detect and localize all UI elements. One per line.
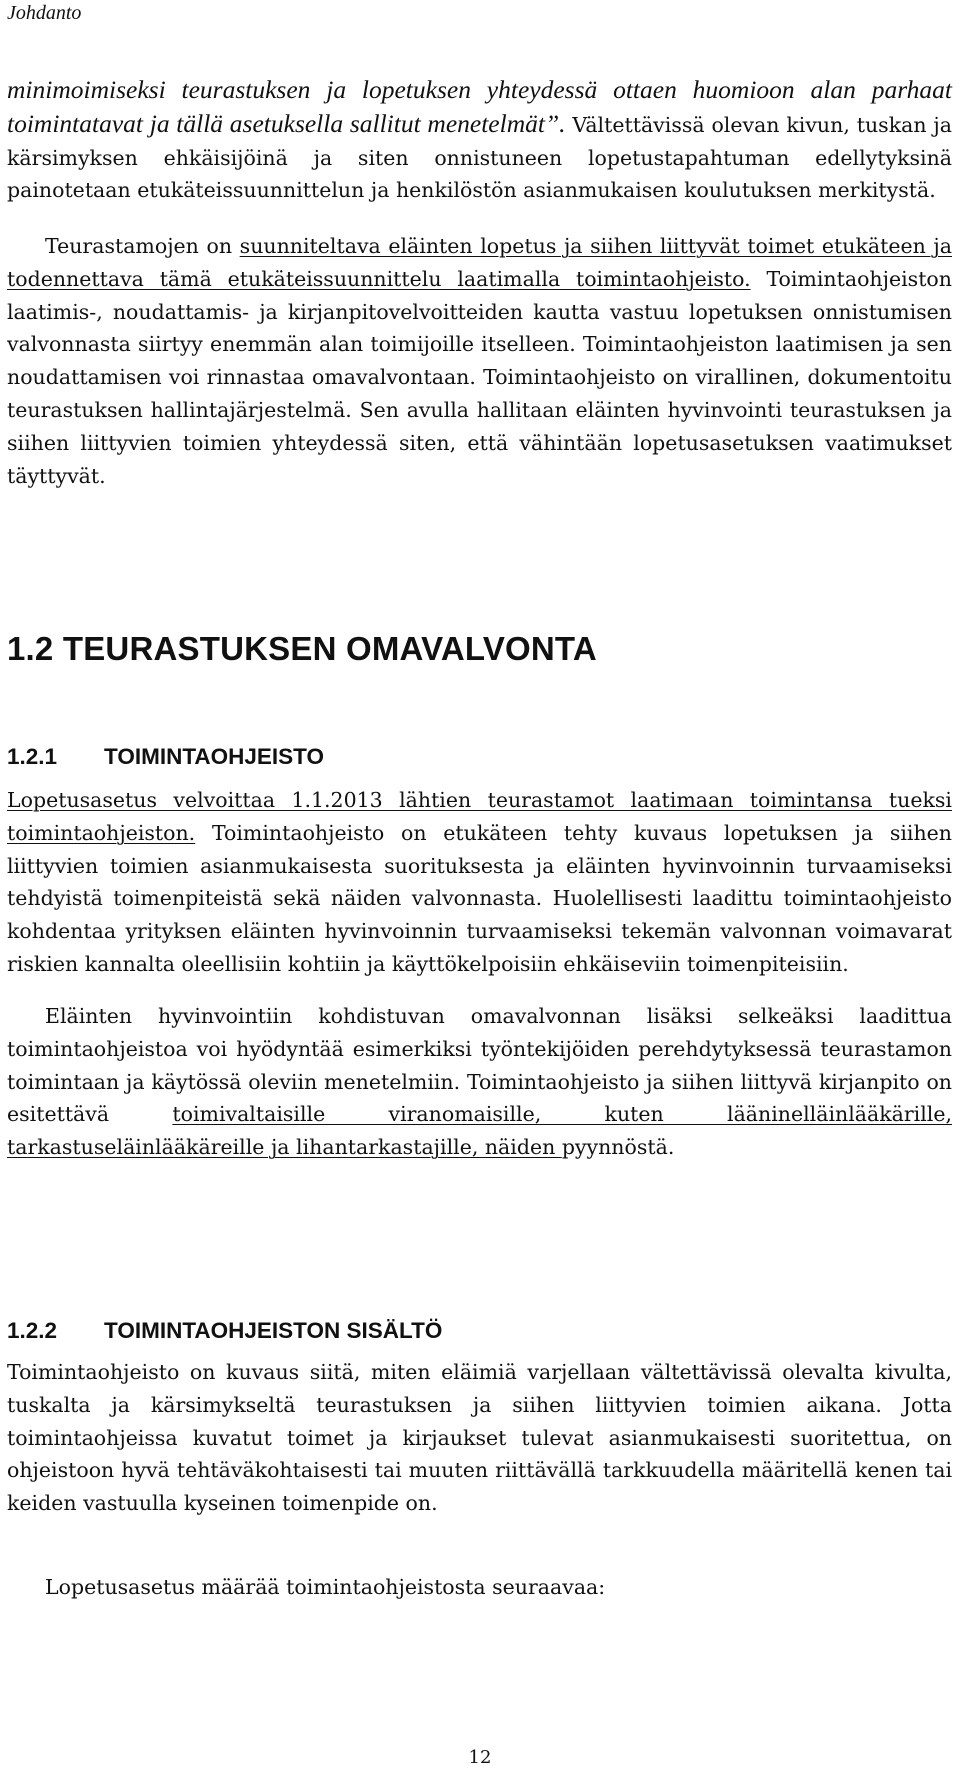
- second-paragraph-rest: Toimintaohjeiston laatimis-, noudattamis- ja kirjanpitovelvoitteiden kautta vastuu lopetuksen onnistumisen valvonnasta siirtyy enemmän alan toimijoille itselleen. Toimintaohjeiston laatimisen ja sen noudattamisen voi rinnastaa omavalvontaan. Toimintaohjeisto on virallinen, dokumentoitu teurastuksen hallintajärjestelmä. Sen avulla hallitaan eläinten hyvinvointi teurastuksen ja siihen liittyvien toimien yhteydessä siten, että vähintään lopetusasetuksen vaatimukset täyttyvät.: [7, 266, 952, 488]
- subsection-1-p2-underlined: toimivaltaisille viranomaisille, kuten lääninelläinlääkärille, tarkastuseläinlääkäreille ja lihantarkastajille, näiden: [7, 1102, 952, 1160]
- subsection-1-text: Toimintaohjeisto on etukäteen tehty kuvaus lopetuksen ja siihen liittyvien toimien asianmukaisesta suorituksesta ja eläinten hyvinvoinnin turvaamiseksi tehdyistä toimenpiteistä sekä näiden valvonnasta. Huolellisesti laadittu toimintaohjeisto kohdentaa yrityksen eläinten hyvinvoinnin turvaamiseksi tekemän valvonnan voimavarat riskien kannalta oleellisiin kohtiin ja käyttökelpoisiin ehkäiseviin toimenpiteisiin.: [7, 820, 952, 976]
- intro-text: Vältettävissä olevan kivun, tuskan ja kärsimyksen ehkäisijöinä ja siten onnistuneen lopetustapahtuman edellytyksinä painotetaan etukäteissuunnittelun ja henkilöstön asianmukaisen koulutuksen merkitystä.: [7, 112, 952, 203]
- section-heading: [7, 630, 597, 668]
- subsection-2-title: TOIMINTAOHJEISTON SISÄLTÖ: [104, 1318, 443, 1343]
- subsection-1-p2-end: pyynnöstä.: [561, 1135, 675, 1160]
- subsection-1-paragraph-2: [7, 1000, 952, 1164]
- second-paragraph: [7, 230, 952, 492]
- intro-paragraph: [7, 74, 952, 207]
- running-head: Johdanto: [7, 2, 82, 24]
- subsection-1-p2-text: Eläinten hyvinvointiin kohdistuvan omavalvonnan lisäksi selkeäksi laadittua toimintaohjeistoa voi hyödyntää esimerkiksi työntekijöiden perehdytyksessä teurastamon toimintaan ja käytössä oleviin menetelmiin. Toimintaohjeisto ja siihen liittyvä kirjanpito on esitettävä: [7, 1004, 952, 1127]
- subsection-1-underlined: Lopetusasetus velvoittaa 1.1.2013 lähtien teurastamot laatimaan toimintansa tueksi toimintaohjeiston.: [7, 788, 952, 845]
- subsection-1-heading: [7, 744, 324, 770]
- second-paragraph-underlined: suunniteltava eläinten lopetus ja siihen liittyvät toimet etukäteen ja todennettava tämä etukäteissuunnittelu laatimalla toimintaohjeisto.: [7, 234, 952, 291]
- subsection-2-heading: [7, 1318, 442, 1344]
- subsection-1-paragraph-1: [7, 784, 952, 981]
- section-number: 1.2: [7, 630, 54, 667]
- subsection-2-number: 1.2.2: [7, 1318, 58, 1343]
- intro-italic-text: minimoimiseksi teurastuksen ja lopetuksen yhteydessä ottaen huomioon alan parhaat toimintatavat ja tällä asetuksella sallitut menetelmät”.: [7, 75, 952, 138]
- subsection-2-paragraph-1: Toimintaohjeisto on kuvaus siitä, miten eläimiä varjellaan vältettävissä olevalta kivulta, tuskalta ja kärsimykseltä teurastuksen ja siihen liittyvien toimien aikana. Jotta toimintaohjeissa kuvatut toimet ja kirjaukset tulevat asianmukaisesti suoritettua, on ohjeistoon hyvä tehtäväkohtaisesti tai muuten riittävällä tarkkuudella määritellä kenen tai keiden vastuulla kyseinen toimenpide on.: [7, 1360, 952, 1516]
- section-title: TEURASTUKSEN OMAVALVONTA: [62, 630, 597, 667]
- second-paragraph-lead: Teurastamojen on: [45, 234, 240, 258]
- subsection-2-paragraph-2: Lopetusasetus määrää toimintaohjeistosta seuraavaa:: [45, 1575, 606, 1599]
- page-number: 12: [468, 1747, 492, 1768]
- subsection-1-title: TOIMINTAOHJEISTO: [104, 744, 325, 769]
- subsection-1-number: 1.2.1: [7, 744, 58, 769]
